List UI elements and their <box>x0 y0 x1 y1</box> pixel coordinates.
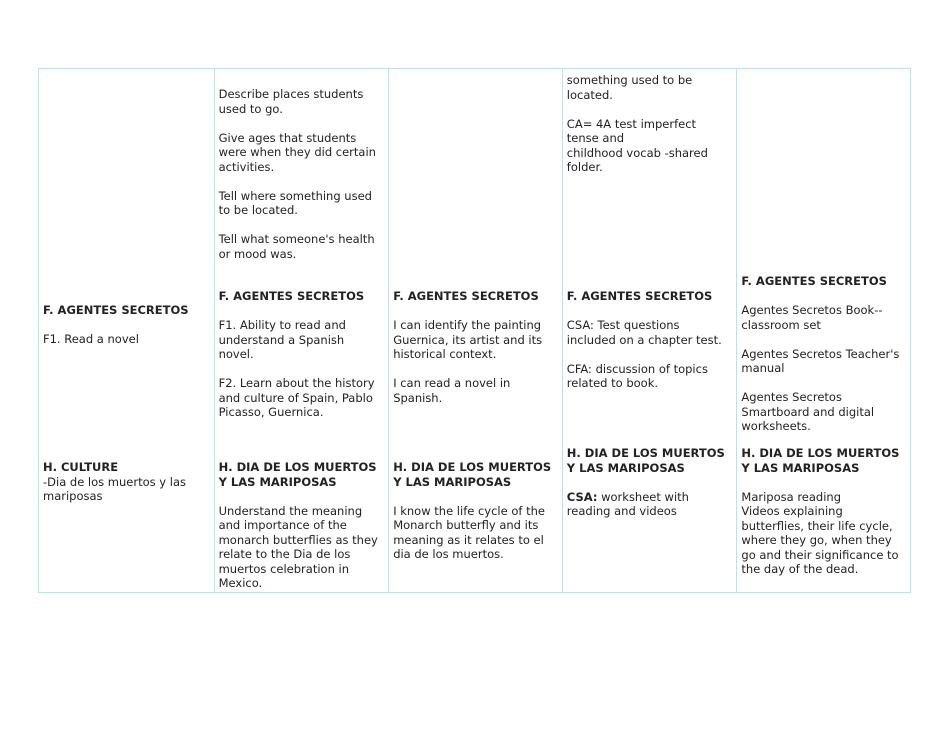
section-h <box>567 446 731 519</box>
section-h <box>43 460 208 504</box>
h-text: Mariposa reading <box>741 489 841 504</box>
h-text: I know the life cycle of the Monarch butterfly and its meaning as it relates to el dia de los muertos. <box>393 503 545 561</box>
section-h <box>393 460 556 562</box>
f-text: CFA: discussion of topics related to book. <box>566 361 708 390</box>
h-text: Understand the meaning and importance of the monarch butterflies as they relate to the Dia de los muertos celebration in Mexico. <box>218 503 378 590</box>
h-heading: H. CULTURE <box>43 460 119 474</box>
section-h <box>741 446 904 577</box>
section-h <box>219 460 383 591</box>
h-heading: H. DIA DE LOS MUERTOS Y LAS MARIPOSAS <box>393 460 552 489</box>
h-text: -Dia de los muertos y las mariposas <box>43 474 186 503</box>
f-heading: F. AGENTES SECRETOS <box>566 289 713 303</box>
f-text: F1. Ability to read and understand a Spanish novel. <box>218 318 346 361</box>
h-heading: H. DIA DE LOS MUERTOS Y LAS MARIPOSAS <box>218 460 377 489</box>
section-f <box>567 289 731 391</box>
f-text: CSA: Test questions included on a chapter test. <box>566 318 722 347</box>
column-assessment <box>562 69 737 592</box>
section-top <box>219 87 383 261</box>
column-standards <box>39 69 214 592</box>
f-text: I can identify the painting Guernica, its artist and its historical context. <box>393 318 543 361</box>
f-heading: F. AGENTES SECRETOS <box>218 289 365 303</box>
f-text: F1. Read a novel <box>43 332 139 346</box>
section-f <box>393 289 556 405</box>
top-text: something used to be located. <box>566 73 693 102</box>
top-text: Tell what someone's health or mood was. <box>218 232 375 261</box>
lesson-plan-table <box>38 68 911 593</box>
f-text: I can read a novel in Spanish. <box>393 376 511 405</box>
h-heading: H. DIA DE LOS MUERTOS Y LAS MARIPOSAS <box>741 446 900 475</box>
f-text: Agentes Secretos Book--classroom set <box>741 303 883 332</box>
section-f <box>43 303 208 347</box>
f-text: F2. Learn about the history and culture of Spain, Pablo Picasso, Guernica. <box>218 376 375 419</box>
section-f <box>741 274 904 434</box>
column-objectives <box>214 69 389 592</box>
top-text: childhood vocab -shared folder. <box>566 145 708 174</box>
column-i-can <box>388 69 562 592</box>
top-text: CA= 4A test imperfect tense and <box>566 116 697 145</box>
h-text <box>567 490 731 519</box>
f-text: Agentes Secretos Teacher's manual <box>741 346 900 375</box>
csa-text: worksheet with reading and videos <box>566 489 689 518</box>
f-heading: F. AGENTES SECRETOS <box>43 303 189 317</box>
h-heading: H. DIA DE LOS MUERTOS Y LAS MARIPOSAS <box>566 446 725 475</box>
f-heading: F. AGENTES SECRETOS <box>393 289 539 303</box>
f-text: Agentes Secretos Smartboard and digital worksheets. <box>741 390 875 433</box>
top-text: Describe places students used to go. <box>218 87 364 116</box>
section-top <box>567 73 731 175</box>
column-resources <box>736 69 910 592</box>
csa-label: CSA: <box>566 489 598 504</box>
section-f <box>219 289 383 420</box>
top-text: Tell where something used to be located. <box>218 188 372 217</box>
h-text: Videos explaining butterflies, their life cycle, where they go, when they go and their significance to the day of the dead. <box>741 504 899 576</box>
f-heading: F. AGENTES SECRETOS <box>741 274 887 288</box>
top-text: Give ages that students were when they did certain activities. <box>218 130 376 174</box>
